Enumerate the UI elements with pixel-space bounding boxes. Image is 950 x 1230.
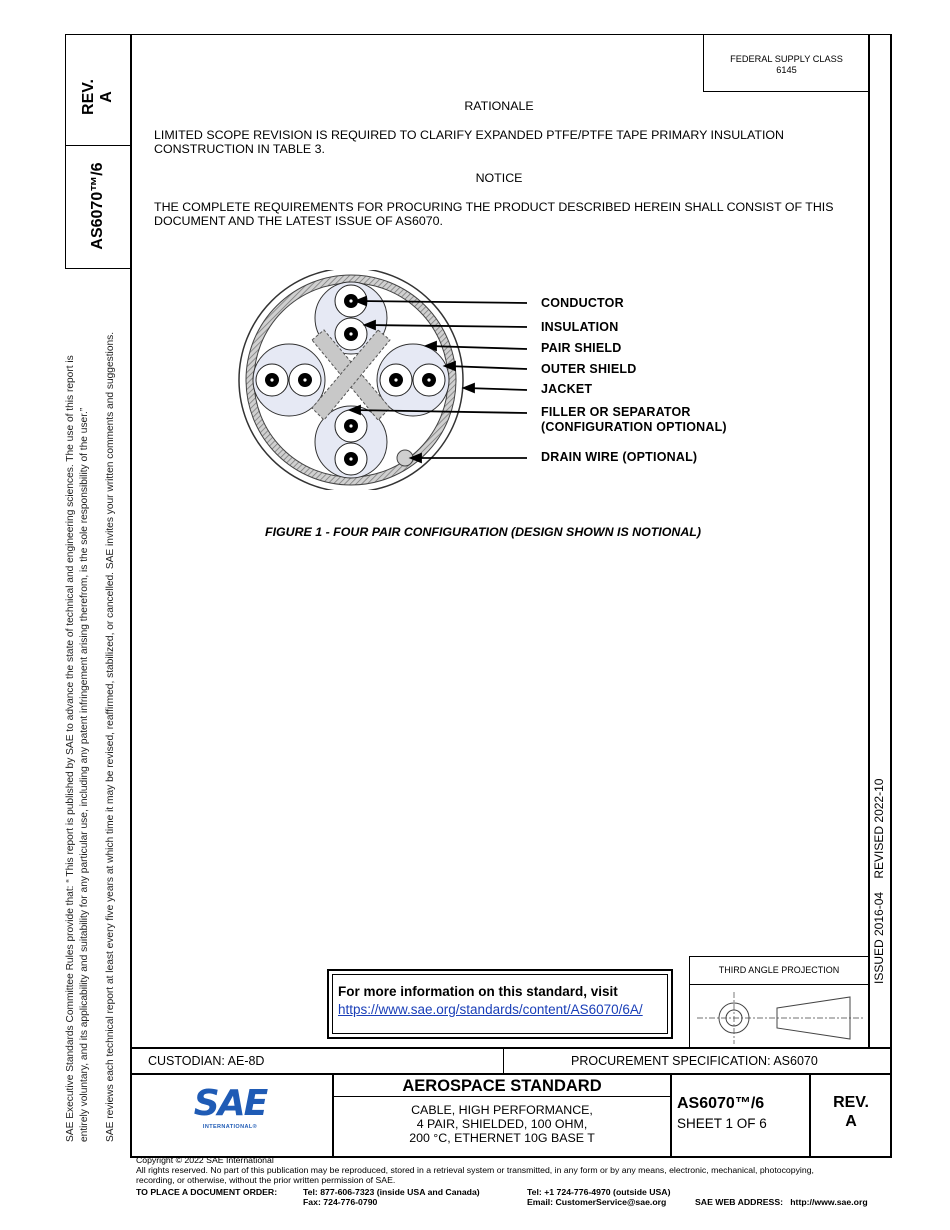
tb-rev: [811, 1093, 891, 1131]
projection-label: THIRD ANGLE PROJECTION: [718, 965, 840, 975]
fsc-box-bottom: [703, 91, 870, 92]
projection-box-top: [689, 956, 870, 957]
web-address[interactable]: SAE WEB ADDRESS: http://www.sae.org: [695, 1197, 868, 1207]
notice-line1: THE COMPLETE REQUIREMENTS FOR PROCURING THE PRODUCT DESCRIBED HEREIN SHALL CONSIST OF THIS: [154, 200, 834, 214]
callout-outer-shield: OUTER SHIELD: [541, 362, 637, 376]
callout-pair-shield: PAIR SHIELD: [541, 341, 622, 355]
tb-top: [130, 1047, 892, 1049]
rationale-line2: CONSTRUCTION IN TABLE 3.: [154, 142, 325, 156]
figure-caption: FIGURE 1 - FOUR PAIR CONFIGURATION (DESIGN SHOWN IS NOTIONAL): [265, 525, 701, 539]
callout-conductor: CONDUCTOR: [541, 296, 624, 310]
procurement-spec: PROCUREMENT SPECIFICATION: AS6070: [571, 1054, 818, 1068]
fax: Fax: 724-776-0790: [303, 1197, 378, 1207]
copyright-footer: [136, 1155, 896, 1185]
tb-row-divider: [130, 1073, 892, 1075]
tb-rev-value: A: [845, 1113, 857, 1130]
desc-line1: CABLE, HIGH PERFORMANCE,: [411, 1103, 593, 1117]
more-info-box: [327, 969, 673, 1039]
side-note-line2: entirely voluntary, and its applicability and suitability for any particular use, including any patent infringement arising therefrom, is the sole responsibility of the user.”: [79, 407, 90, 1142]
copyright-line: Copyright © 2022 SAE International: [136, 1155, 274, 1165]
tel-intl: Tel: +1 724-776-4970 (outside USA): [527, 1187, 671, 1197]
standard-description: [334, 1103, 670, 1145]
third-angle-projection-symbol: [695, 988, 865, 1046]
tb-desc-divider: [670, 1074, 672, 1157]
tb-custodian-divider: [503, 1048, 504, 1074]
callout-filler-line2: (CONFIGURATION OPTIONAL): [541, 420, 727, 434]
issue-revised-dates: ISSUED 2016-04 REVISED 2022-10: [872, 778, 886, 984]
frame-left-inner: [130, 34, 132, 1158]
federal-supply-class: [704, 54, 869, 76]
rights-line1: All rights reserved. No part of this publication may be reproduced, stored in a retrieval system or transmitted, in any form or by any means, electronic, mechanical, photocopying,: [136, 1165, 814, 1175]
notice-line2: DOCUMENT AND THE LATEST ISSUE OF AS6070.: [154, 214, 443, 228]
order-label: TO PLACE A DOCUMENT ORDER:: [136, 1187, 278, 1197]
tb-sheet: SHEET 1 OF 6: [677, 1116, 767, 1131]
tb-rev-label: REV.: [833, 1094, 869, 1111]
side-note-line1: SAE Executive Standards Committee Rules provide that: “ This report is published by SAE to advance the state of technical and engineering sciences. The use of this report is: [65, 355, 76, 1142]
left-rev-value: A: [98, 91, 115, 103]
notice-text: [154, 200, 854, 228]
frame-right-outer: [890, 34, 892, 1158]
custodian: CUSTODIAN: AE-8D: [148, 1054, 265, 1068]
callout-insulation: INSULATION: [541, 320, 619, 334]
rationale-heading: RATIONALE: [464, 99, 534, 113]
left-doc-number: AS6070™/6: [89, 162, 106, 250]
callout-filler: [541, 405, 727, 435]
desc-line3: 200 °C, ETHERNET 10G BASE T: [409, 1131, 595, 1145]
callout-drain-wire: DRAIN WIRE (OPTIONAL): [541, 450, 698, 464]
frame-top: [65, 34, 892, 35]
order-contacts-intl: [527, 1187, 670, 1207]
sae-logo-sub: INTERNATIONAL®: [202, 1124, 258, 1130]
tel-us: Tel: 877-606-7323 (inside USA and Canada): [303, 1187, 480, 1197]
frame-right-inner: [868, 34, 870, 1048]
fsc-label: FEDERAL SUPPLY CLASS: [730, 54, 843, 64]
tb-title-divider: [333, 1096, 671, 1097]
desc-line2: 4 PAIR, SHIELDED, 100 OHM,: [416, 1117, 588, 1131]
frame-left-box-bottom: [65, 268, 131, 269]
rights-line2: recording, or otherwise, without the prior written permission of SAE.: [136, 1175, 396, 1185]
callout-jacket: JACKET: [541, 382, 593, 396]
fsc-value: 6145: [776, 65, 797, 75]
left-rev-label: [80, 57, 116, 137]
tb-doc-number: AS6070™/6: [677, 1095, 765, 1112]
standard-link[interactable]: https://www.sae.org/standards/content/AS6070/6A/: [338, 1002, 643, 1017]
more-info-title: For more information on this standard, visit: [338, 984, 618, 999]
projection-box-divider: [689, 984, 870, 985]
callout-filler-line1: FILLER OR SEPARATOR: [541, 405, 691, 419]
sae-logo: [180, 1083, 280, 1130]
frame-left-outer: [65, 34, 66, 269]
notice-heading: NOTICE: [475, 171, 523, 185]
order-contacts-us: [303, 1187, 480, 1207]
email[interactable]: Email: CustomerService@sae.org: [527, 1197, 667, 1207]
sae-logo-mark: SAE: [193, 1083, 267, 1124]
rationale-line1: LIMITED SCOPE REVISION IS REQUIRED TO CLARIFY EXPANDED PTFE/PTFE TAPE PRIMARY INSULATION: [154, 128, 784, 142]
standard-type: AEROSPACE STANDARD: [402, 1077, 602, 1095]
side-note-line3: SAE reviews each technical report at least every five years at which time it may be revised, reaffirmed, stabilized, or cancelled. SAE invites your written comments and suggestions.: [105, 331, 116, 1142]
left-rev-text: REV.: [80, 79, 97, 115]
rationale-text: [154, 128, 854, 156]
